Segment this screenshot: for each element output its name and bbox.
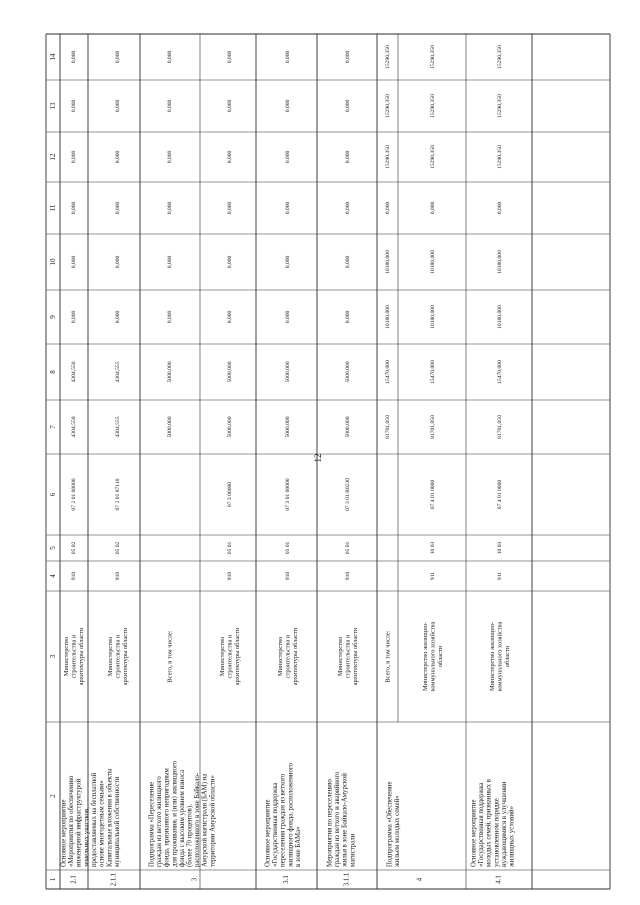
row-executor	[422, 621, 444, 691]
row-csr	[115, 478, 121, 510]
row-value-line: 5000,000	[345, 361, 351, 383]
row-executor-line: архитектуры области	[234, 627, 242, 686]
row-name: граждан из ветхого жилищного	[156, 776, 164, 867]
row-name: предоставляемых на бесплатной	[90, 772, 98, 867]
row-code-line: 2.1	[70, 875, 78, 884]
row-value	[430, 415, 436, 439]
row-grbs	[497, 572, 503, 580]
row-name: переселения граждан из ветхого	[279, 773, 287, 867]
column-header-line: 1	[49, 877, 57, 882]
total-value	[385, 45, 391, 69]
row-value	[115, 151, 121, 164]
row-value-line: 0,000	[285, 255, 291, 269]
row-value-line: 5000,000	[227, 416, 233, 438]
row-rzpr	[430, 542, 436, 555]
row-name: Амурской магистрали (БАМ) на	[201, 773, 209, 867]
row-value-line: 0,000	[285, 150, 291, 164]
row-value	[497, 360, 503, 384]
row-value-line: 10180,000	[430, 305, 436, 329]
total-value-line: 0,000	[167, 99, 173, 113]
row-value-line: 0,000	[345, 50, 351, 64]
column-header-line: 8	[49, 370, 57, 374]
total-value-line: 15470,000	[385, 360, 391, 384]
row-executor-line: архитектуры области	[122, 627, 130, 686]
row-rzpr-line: 05 02	[71, 541, 77, 555]
total-label	[385, 630, 392, 682]
total-value	[167, 202, 173, 215]
row-grbs	[285, 572, 291, 581]
row-value-line: 15290,350	[497, 45, 503, 69]
row-csr	[345, 478, 351, 511]
row-executor	[277, 627, 299, 685]
row-value	[115, 256, 121, 269]
total-value-line: 10180,000	[385, 250, 391, 274]
row-rzpr-line: 10 03	[497, 541, 503, 555]
row-value-line: 0,000	[71, 150, 77, 164]
row-executor	[337, 627, 359, 685]
column-header-line: 10	[49, 258, 57, 266]
row-code-line: 3.1	[283, 875, 290, 884]
row-value	[345, 51, 351, 64]
row-name: «Государственная поддержка	[272, 782, 280, 867]
row-value-line: 81701,050	[430, 415, 436, 439]
row-grbs-line: 910	[285, 571, 291, 581]
row-value	[71, 202, 77, 215]
row-value	[227, 416, 233, 437]
row-code	[417, 877, 424, 881]
row-value-line: 4304,550	[71, 416, 77, 438]
row-value	[345, 202, 351, 215]
row-value	[497, 305, 503, 329]
row-csr-line: 07 3 00000	[227, 481, 233, 508]
row-name: муниципальной собственности	[114, 776, 122, 867]
row-code-line: 3.1.1	[343, 872, 351, 887]
row-value-line: 5000,000	[227, 361, 233, 383]
row-csr-line: 07 2 01 87110	[115, 478, 121, 511]
row-value-line: 0,000	[345, 99, 351, 113]
row-executor-line: строительства и	[70, 634, 78, 679]
column-header	[49, 370, 57, 374]
row-value-line: 0,000	[227, 150, 233, 164]
row-rzpr	[71, 542, 77, 555]
row-name: Капитальные вложения в объекты	[106, 768, 114, 867]
column-header-line: 4	[49, 574, 57, 578]
row-name: расположенного в зоне Байкало-	[194, 772, 202, 867]
row-value-line: 0,000	[115, 201, 121, 215]
row-grbs	[227, 572, 233, 581]
row-csr	[430, 480, 436, 510]
row-name: Мероприятия по переселению	[326, 779, 334, 867]
column-header	[49, 258, 57, 266]
row-value-line: 4304,550	[71, 361, 77, 383]
row-value-line: 0,000	[71, 255, 77, 269]
row-value	[227, 51, 233, 64]
row-value-line: 0,000	[227, 201, 233, 215]
row-value-line: 4304,555	[115, 416, 121, 438]
column-header	[49, 654, 57, 658]
row-grbs	[71, 572, 77, 581]
row-value-line: 0,000	[115, 150, 121, 164]
column-header-line: 14	[49, 53, 57, 61]
row-value-line: 10180,000	[497, 250, 503, 274]
row-value-line: 0,000	[345, 310, 351, 324]
row-value	[430, 360, 436, 384]
row-value	[345, 151, 351, 164]
row-code	[283, 875, 290, 884]
column-header-line: 11	[49, 204, 57, 212]
row-value	[345, 416, 351, 437]
row-value-line: 15470,000	[497, 360, 503, 384]
row-value	[115, 311, 121, 324]
row-value	[345, 361, 351, 382]
row-value-line: 0,000	[115, 310, 121, 324]
row-value	[430, 202, 436, 215]
row-csr-line: 07 4 01 0000	[497, 479, 503, 510]
row-executor-line: строительства и	[344, 634, 352, 679]
row-value	[115, 100, 121, 113]
row-executor-line: Министерство	[218, 636, 226, 677]
row-value	[285, 151, 291, 164]
row-value-line: 10180,000	[430, 250, 436, 274]
row-value	[227, 151, 233, 164]
row-name: жилищного фонда, расположенного	[287, 763, 295, 867]
row-value	[71, 361, 77, 382]
row-grbs-line: 911	[430, 571, 436, 581]
column-header	[49, 315, 57, 319]
total-value-line: 0,000	[167, 310, 173, 324]
row-value-line: 15290,350	[497, 145, 503, 169]
row-value-line: 0,000	[227, 99, 233, 113]
row-rzpr	[345, 542, 351, 555]
row-executor-line: коммунального хозяйства	[496, 621, 504, 692]
row-name: установленном порядке	[493, 798, 501, 867]
row-grbs-line: 910	[227, 571, 233, 581]
total-value	[385, 250, 391, 274]
row-value-line: 5000,000	[285, 416, 291, 438]
row-executor-line: Министерство	[106, 636, 114, 677]
row-value-line: 0,000	[115, 99, 121, 113]
row-grbs-line: 910	[115, 571, 121, 581]
row-value-line: 0,000	[345, 201, 351, 215]
row-value	[497, 202, 503, 215]
row-value-line: 0,000	[345, 150, 351, 164]
row-value	[71, 256, 77, 269]
column-header-line: 6	[49, 492, 57, 497]
row-code	[192, 877, 199, 881]
row-value-line: 0,000	[115, 50, 121, 64]
total-value	[385, 305, 391, 329]
row-value	[430, 305, 436, 329]
row-name: «Государственная поддержка	[478, 782, 486, 867]
row-value-line: 0,000	[285, 99, 291, 113]
row-value-line: 0,000	[497, 201, 503, 215]
column-header	[49, 53, 57, 61]
row-value	[345, 256, 351, 269]
row-csr-line: 07 3 01 R0230	[345, 477, 351, 512]
row-name: нуждающимися в улучшении	[500, 781, 508, 867]
row-name: жилья в зоне Байкало-Амурской	[341, 773, 349, 867]
row-value-line: 5000,000	[345, 416, 351, 438]
row-csr	[227, 482, 233, 507]
row-value-line: 0,000	[71, 310, 77, 324]
total-label	[167, 630, 174, 682]
row-name: инженерной инфраструктурой	[75, 778, 83, 867]
row-executor-line: области	[437, 645, 445, 668]
total-label-line: Всего, в том числе:	[384, 630, 392, 683]
column-header	[49, 425, 57, 429]
row-value	[345, 311, 351, 324]
row-value	[71, 416, 77, 437]
row-name: в зоне БАМа»	[294, 826, 302, 867]
row-code	[111, 873, 118, 887]
row-grbs	[345, 572, 351, 581]
row-executor-line: Министерство	[62, 636, 70, 677]
row-executor-line: строительства и	[284, 634, 292, 679]
row-rzpr-line: 05 01	[345, 541, 351, 555]
column-header-line: 2	[49, 794, 57, 798]
row-executor	[489, 621, 511, 691]
total-value-line: 15290,350	[385, 94, 391, 118]
row-value	[497, 145, 503, 169]
row-name: молодых семей, признанных в	[485, 779, 493, 867]
row-name: фонда с высоким уровнем износа	[178, 769, 186, 867]
row-value	[115, 361, 121, 382]
row-value-line: 0,000	[285, 201, 291, 215]
row-value	[71, 51, 77, 64]
column-header-line: 5	[49, 546, 57, 550]
row-code	[71, 875, 78, 884]
row-name: фонда, признанного непригодным	[163, 768, 171, 867]
total-value-line: 0,000	[167, 150, 173, 164]
total-value	[167, 311, 173, 324]
row-executor-line: архитектуры области	[78, 627, 86, 686]
row-value-line: 15290,350	[430, 94, 436, 118]
row-rzpr	[497, 542, 503, 555]
row-value	[430, 145, 436, 169]
total-value	[385, 145, 391, 169]
row-csr-line: 07 2 01 00000	[71, 478, 77, 511]
total-label-line: Всего, в том числе:	[166, 630, 174, 683]
row-value-line: 10180,000	[497, 305, 503, 329]
total-value	[167, 416, 173, 437]
column-header	[49, 204, 57, 211]
row-rzpr-line: 10 03	[430, 541, 436, 555]
row-grbs	[430, 572, 436, 580]
total-value-line: 10180,000	[385, 305, 391, 329]
row-executor-line: области	[504, 645, 512, 668]
row-name: для проживания, и (или) жилищного	[171, 760, 179, 867]
row-name: основе многодетным семьям»	[98, 780, 106, 867]
row-csr	[71, 478, 77, 510]
row-executor-line: строительства и	[114, 634, 122, 679]
row-value-line: 0,000	[345, 255, 351, 269]
total-value	[167, 256, 173, 269]
column-header	[49, 102, 57, 110]
row-code-line: 3	[191, 877, 199, 882]
row-executor-line: Министерство жилищно-	[488, 621, 496, 692]
row-name: граждан из ветхого и аварийного	[334, 771, 342, 867]
row-value	[497, 94, 503, 118]
total-value-line: 0,000	[167, 255, 173, 269]
total-value	[385, 94, 391, 118]
row-value	[497, 250, 503, 274]
row-value	[285, 202, 291, 215]
row-executor-line: строительства и	[226, 634, 234, 679]
row-executor	[63, 627, 85, 685]
row-value	[345, 100, 351, 113]
row-value	[227, 100, 233, 113]
total-value-line: 81701,050	[385, 415, 391, 439]
row-name: (более 70 процентов),	[186, 804, 194, 867]
column-header	[49, 574, 57, 578]
row-name: территории Амурской области»	[209, 775, 217, 867]
row-value-line: 0,000	[227, 310, 233, 324]
row-executor	[219, 627, 241, 685]
column-header	[49, 492, 57, 496]
row-value-line: 0,000	[285, 50, 291, 64]
row-value	[227, 361, 233, 382]
total-value-line: 15290,350	[385, 45, 391, 69]
row-value	[227, 202, 233, 215]
row-name: Подпрограмма «Обеспечение	[386, 781, 394, 867]
row-code-line: 4.1	[495, 875, 503, 884]
row-csr	[285, 478, 291, 510]
row-executor-line: архитектуры области	[292, 627, 300, 686]
row-name: Подпрограмма «Переселение	[148, 781, 156, 867]
row-executor	[107, 627, 129, 685]
row-rzpr-line: 05 01	[227, 541, 233, 555]
row-value-line: 0,000	[115, 255, 121, 269]
row-grbs-line: 911	[497, 571, 503, 581]
row-value-line: 5000,000	[285, 361, 291, 383]
row-grbs-line: 910	[345, 571, 351, 581]
row-value-line: 0,000	[227, 50, 233, 64]
row-name: Основное мероприятие	[470, 799, 478, 867]
row-grbs	[115, 572, 121, 581]
row-name: жилищных условий»	[508, 806, 516, 867]
column-header	[49, 877, 57, 881]
row-value	[430, 94, 436, 118]
total-value	[167, 51, 173, 64]
row-executor-line: Министерство жилищно-	[421, 621, 429, 692]
column-header	[49, 546, 57, 550]
row-value	[497, 415, 503, 439]
total-value-line: 5000,000	[167, 416, 173, 438]
row-value-line: 4304,555	[115, 361, 121, 383]
total-value	[167, 100, 173, 113]
row-name: «Мероприятия по обеспечению	[68, 775, 76, 867]
row-code	[344, 873, 351, 887]
row-csr	[497, 480, 503, 510]
row-value	[497, 45, 503, 69]
column-header	[49, 794, 57, 798]
row-value-line: 0,000	[71, 50, 77, 64]
row-name: Основное мероприятие	[60, 799, 68, 867]
total-value	[385, 360, 391, 384]
row-code-line: 4	[416, 877, 424, 882]
total-value-line: 0,000	[385, 201, 391, 215]
row-value	[71, 100, 77, 113]
row-value-line: 0,000	[285, 310, 291, 324]
row-name: магистрали	[349, 833, 357, 867]
row-rzpr-line: 05 02	[115, 541, 121, 555]
row-csr-line: 07 4 01 0000	[430, 479, 436, 510]
row-rzpr	[115, 542, 121, 555]
row-value	[430, 250, 436, 274]
row-name: жильем молодых семей»	[394, 795, 402, 867]
row-value	[71, 311, 77, 324]
row-executor-line: архитектуры области	[352, 627, 360, 686]
row-value-line: 0,000	[227, 255, 233, 269]
row-rzpr	[285, 542, 291, 555]
row-value-line: 15290,350	[430, 45, 436, 69]
row-value	[285, 361, 291, 382]
row-value-line: 0,000	[71, 99, 77, 113]
row-value-line: 15470,000	[430, 360, 436, 384]
column-header-line: 13	[49, 102, 57, 110]
row-executor-line: коммунального хозяйства	[429, 621, 437, 692]
row-value-line: 81701,050	[497, 415, 503, 439]
row-value	[227, 256, 233, 269]
column-header-line: 9	[49, 315, 57, 319]
row-code	[496, 875, 503, 884]
row-value	[227, 311, 233, 324]
row-rzpr	[227, 542, 233, 555]
row-value	[430, 45, 436, 69]
column-header-line: 12	[49, 153, 57, 161]
row-code-line: 2.1.1	[110, 872, 118, 887]
total-value	[385, 202, 391, 215]
total-value	[167, 361, 173, 382]
page-number: 12	[313, 453, 323, 463]
row-value	[71, 151, 77, 164]
row-value-line: 0,000	[71, 201, 77, 215]
total-value-line: 15290,350	[385, 145, 391, 169]
column-header-line: 7	[49, 425, 57, 429]
total-value-line: 0,000	[167, 50, 173, 64]
column-header-line: 3	[49, 654, 57, 659]
row-name: Основное мероприятие	[264, 799, 272, 867]
row-value	[285, 256, 291, 269]
row-name: земельных участков,	[83, 807, 91, 867]
total-value-line: 5000,000	[167, 361, 173, 383]
row-value	[285, 100, 291, 113]
row-value	[285, 311, 291, 324]
row-csr-line: 07 3 01 00000	[285, 478, 291, 511]
row-grbs-line: 910	[71, 571, 77, 581]
row-value-line: 15290,350	[430, 145, 436, 169]
row-value-line: 0,000	[430, 201, 436, 215]
row-value	[115, 202, 121, 215]
row-executor-line: Министерство	[276, 636, 284, 677]
column-header	[49, 153, 57, 161]
row-value-line: 15290,350	[497, 94, 503, 118]
row-executor-line: Министерство	[336, 636, 344, 677]
row-value	[115, 416, 121, 437]
total-value-line: 0,000	[167, 201, 173, 215]
total-value	[167, 151, 173, 164]
row-value	[115, 51, 121, 64]
row-rzpr-line: 05 01	[285, 541, 291, 555]
row-value	[285, 416, 291, 437]
row-value	[285, 51, 291, 64]
total-value	[385, 415, 391, 439]
